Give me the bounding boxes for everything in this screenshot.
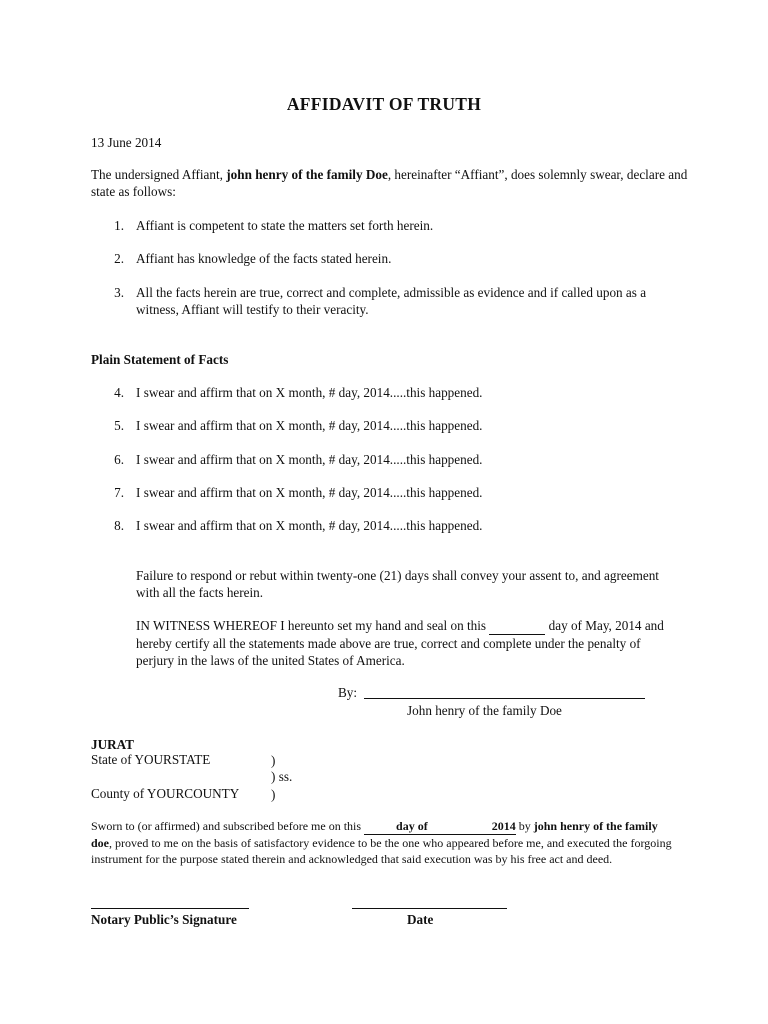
sworn-paragraph [91,818,681,867]
intro-pre: The undersigned Affiant, [91,167,227,182]
jurat-ss: ) ss. [271,769,293,784]
jurat-paren: ) [271,753,276,768]
document-date: 13 June 2014 [91,135,162,150]
list-item-text: All the facts herein are true, correct and complete, admissible as evidence and if called upon as a witness, Affiant will testify to their veracity. [136,285,647,317]
affiant-name: john henry of the family Doe [226,167,388,182]
jurat-county: County of YOURCOUNTY [91,786,240,801]
sworn-name: john henry of the family doe [91,819,658,850]
list-item-text: Affiant is competent to state the matters set forth herein. [136,218,434,233]
document-title: AFFIDAVIT OF TRUTH [286,94,482,114]
list-item-text: Affiant has knowledge of the facts stated herein. [136,251,392,266]
date-label: Date [407,912,434,927]
list-item-number: 2. [114,251,124,266]
fact-item-number: 4. [114,385,124,400]
jurat-paren: ) [271,787,276,802]
witness-line-post: day of May, 2014 [548,618,642,633]
witness-day-blank [489,617,545,635]
sworn-month-blank [428,818,492,835]
sworn-pre: Sworn to (or affirmed) and subscribed before me on this [91,819,362,833]
by-label: By: [338,685,358,700]
witness-rest: and hereby certify all the statements made above are true, correct and complete under the penalty of perjury in the laws of the united States of America. [136,618,664,668]
sworn-year: 2014 [491,819,516,833]
witness-paragraph [136,617,676,669]
list-item-number: 3. [114,285,124,300]
fact-item-text: I swear and affirm that on X month, # day, 2014.....this happened. [136,485,483,500]
list-item-number: 1. [114,218,124,233]
fact-item-text: I swear and affirm that on X month, # day, 2014.....this happened. [136,452,483,467]
intro-post: , hereinafter “Affiant”, does solemnly swear, declare and state as follows: [91,167,688,199]
fact-item-number: 7. [114,485,124,500]
notary-signature-label: Notary Public’s Signature [91,912,237,927]
intro-paragraph [91,166,691,200]
fact-item-text: I swear and affirm that on X month, # day, 2014.....this happened. [136,518,483,533]
fact-item-text: I swear and affirm that on X month, # day, 2014.....this happened. [136,385,483,400]
fact-item-number: 6. [114,452,124,467]
sworn-day-of: day of [396,819,428,833]
signature-line [364,683,645,699]
notary-signature-line [91,895,249,909]
sworn-day-blank [364,818,396,835]
fact-item-number: 8. [114,518,124,533]
fact-item-text: I swear and affirm that on X month, # day, 2014.....this happened. [136,418,483,433]
failure-paragraph: Failure to respond or rebut within twenty-one (21) days shall convey your assent to, and agreement with all the facts herein. [136,568,659,600]
sworn-by: by [518,819,531,833]
facts-heading: Plain Statement of Facts [91,352,229,367]
witness-line-pre: IN WITNESS WHEREOF I hereunto set my hand and seal on this [136,618,487,633]
sworn-post: , proved to me on the basis of satisfactory evidence to be the one who appeared before me, and executed the forgoing instrument for the purpose stated therein and acknowledged that said execution was by his free act and deed. [91,836,672,866]
jurat-state: State of YOURSTATE [91,752,211,767]
jurat-heading: JURAT [91,737,134,752]
signer-name: John henry of the family Doe [407,703,562,718]
date-line [352,895,507,909]
fact-item-number: 5. [114,418,124,433]
